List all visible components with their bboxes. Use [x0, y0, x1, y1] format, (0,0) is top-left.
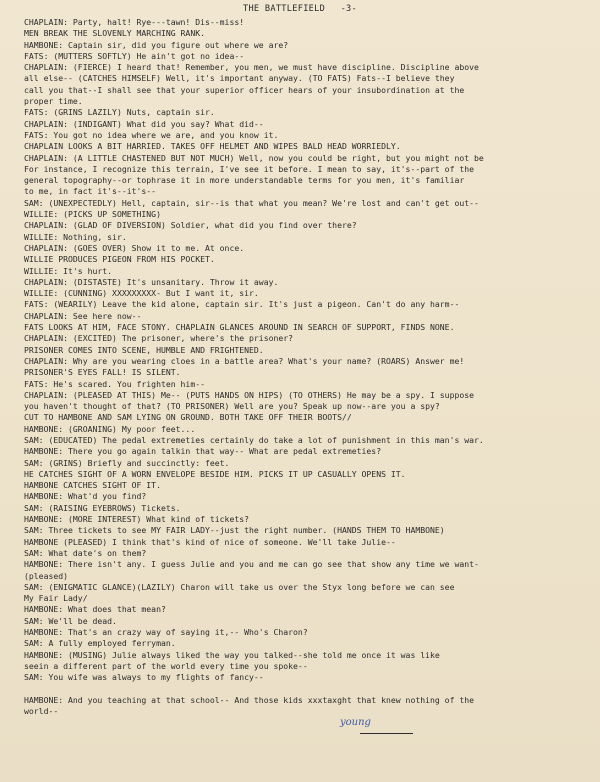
script-line: seein a different part of the world every time you spoke-- [24, 660, 308, 671]
script-line: CHAPLAIN: (GLAD OF DIVERSION) Soldier, what did you find over there? [24, 220, 357, 231]
script-line: HAMBONE: And you teaching at that school-- And those kids xxxtaxght that knew nothing of the [24, 694, 475, 705]
script-line: CHAPLAIN: Party, halt! Rye---tawn! Dis--miss! [24, 17, 245, 27]
script-line: proper time. [24, 96, 83, 107]
script-line: HAMBONE: There isn't any. I guess Julie and you and me can go see that show any time we want- [24, 559, 479, 570]
script-line: SAM: We'll be dead. [24, 615, 117, 626]
script-line: SAM: What date's on them? [24, 547, 147, 558]
script-line: CHAPLAIN: (A LITTLE CHASTENED BUT NOT MUCH) Well, now you could be right, but you might not be [24, 152, 484, 163]
script-line: HE CATCHES SIGHT OF A WORN ENVELOPE BESIDE HIM. PICKS IT UP CASUALLY OPENS IT. [24, 468, 406, 479]
script-line: CHAPLAIN: (EXCITED) The prisoner, where's the prisoner? [24, 333, 294, 344]
script-line: CHAPLAIN: (GOES OVER) Show it to me. At once. [24, 242, 245, 253]
script-line: HAMBONE (PLEASED) I think that's kind of nice of someone. We'll take Julie-- [24, 536, 396, 547]
script-line: FATS: (MUTTERS SOFTLY) He ain't got no idea-- [24, 50, 245, 61]
script-line: HAMBONE: Captain sir, did you figure out where we are? [24, 39, 289, 50]
script-line: SAM: You wife was always to my flights of fancy-- [24, 672, 264, 683]
script-line: SAM: (ENIGMATIC GLANCE)(LAZILY) Charon will take us over the Styx long before we can see [24, 581, 455, 592]
strikethrough-mark [360, 733, 413, 734]
script-line: My Fair Lady/ [24, 593, 88, 604]
script-line: HAMBONE: (MORE INTEREST) What kind of tickets? [24, 514, 250, 525]
script-line: SAM: (RAISING EYEBROWS) Tickets. [24, 502, 181, 513]
page-number: -3- [340, 4, 357, 14]
script-line: CHAPLAIN: (INDIGANT) What did you say? What did-- [24, 118, 264, 129]
script-line: SAM: (GRINS) Briefly and succinctly: feet. [24, 457, 230, 468]
script-line: CHAPLAIN: (DISTASTE) It's unsanitary. Throw it away. [24, 276, 279, 287]
script-line: HAMBONE: That's an crazy way of saying it,-- Who's Charon? [24, 627, 308, 638]
script-line: HAMBONE: What does that mean? [24, 604, 166, 615]
script-line: PRISONER COMES INTO SCENE, HUMBLE AND FRIGHTENED. [24, 344, 264, 355]
script-line: FATS: (WEARILY) Leave the kid alone, captain sir. It's just a pigeon. Can't do any harm-- [24, 299, 460, 310]
script-line: all else-- (CATCHES HIMSELF) Well, it's important anyway. (TO FATS) Fats--I believe they [24, 73, 455, 84]
script-line: HAMBONE: (GROANING) My poor feet... [24, 423, 196, 434]
script-line: FATS: He's scared. You frighten him-- [24, 378, 205, 389]
script-line: WILLIE PRODUCES PIGEON FROM HIS POCKET. [24, 254, 215, 265]
script-line: HAMBONE: There you go again talkin that way-- What are pedal extremeties? [24, 446, 382, 457]
script-line: WILLIE: It's hurt. [24, 265, 113, 276]
script-line: CHAPLAIN LOOKS A BIT HARRIED. TAKES OFF HELMET AND WIPES BALD HEAD WORRIEDLY. [24, 141, 401, 152]
script-line: CHAPLAIN: See here now-- [24, 310, 142, 321]
script-line: HAMBONE: (MUSING) Julie always liked the way you talked--she told me once it was like [24, 649, 440, 660]
script-line: MEN BREAK THE SLOVENLY MARCHING RANK. [24, 28, 205, 39]
script-line: For instance, I recognize this terrain, I've see it before. I mean to say, it's--part of the [24, 163, 475, 174]
script-line: WILLIE: (PICKS UP SOMETHING) [24, 209, 161, 220]
script-line: to me, in fact it's--it's-- [24, 186, 157, 197]
script-line: (pleased) [24, 570, 69, 581]
script-line: CHAPLAIN: Why are you wearing cloes in a battle area? What's your name? (ROARS) Answer me! [24, 355, 465, 366]
script-line [24, 684, 590, 695]
script-line: WILLIE: Nothing, sir. [24, 231, 127, 242]
script-body [24, 17, 590, 717]
script-line: SAM: (UNEXPECTEDLY) Hell, captain, sir--is that what you mean? We're lost and can't get out-- [24, 197, 479, 208]
script-line: SAM: A fully employed ferryman. [24, 638, 176, 649]
script-line: SAM: (EDUCATED) The pedal extremeties certainly do take a lot of punishment in this man's war. [24, 434, 484, 445]
script-line: general topography--or tophrase it in more understandable terms for you men, it's familiar [24, 175, 465, 186]
script-line: HAMBONE: What'd you find? [24, 491, 147, 502]
script-line: CUT TO HAMBONE AND SAM LYING ON GROUND. BOTH TAKE OFF THEIR BOOTS// [24, 412, 352, 423]
script-line: CHAPLAIN: (PLEASED AT THIS) Me-- (PUTS HANDS ON HIPS) (TO OTHERS) He may be a spy. I suppose [24, 389, 475, 400]
handwritten-insertion: young [340, 717, 371, 728]
page-title: THE BATTLEFIELD [242, 4, 326, 14]
script-line: FATS LOOKS AT HIM, FACE STONY. CHAPLAIN GLANCES AROUND IN SEARCH OF SUPPORT, FINDS NONE. [24, 322, 455, 333]
page-header [0, 4, 600, 14]
script-line: FATS: (GRINS LAZILY) Nuts, captain sir. [24, 107, 215, 118]
script-line: CHAPLAIN: (FIERCE) I heard that! Remember, you men, we must have discipline. Discipline above [24, 62, 479, 73]
script-line: SAM: Three tickets to see MY FAIR LADY--just the right number. (HANDS THEM TO HAMBONE) [24, 525, 445, 536]
script-line: WILLIE: (CUNNING) XXXXXXXXX- But I want it, sir. [24, 288, 259, 299]
script-line: FATS: You got no idea where we are, and you know it. [24, 129, 279, 140]
script-line: world-- [24, 706, 59, 717]
script-line: call you that--I shall see that your superior officer hears of your insubordination at the [24, 84, 465, 95]
script-line: you haven't thought of that? (TO PRISONER) Well are you? Speak up now--are you a spy? [24, 401, 440, 412]
script-line: HAMBONE CATCHES SIGHT OF IT. [24, 480, 161, 491]
script-line: PRISONER'S EYES FALL! IS SILENT. [24, 367, 181, 378]
